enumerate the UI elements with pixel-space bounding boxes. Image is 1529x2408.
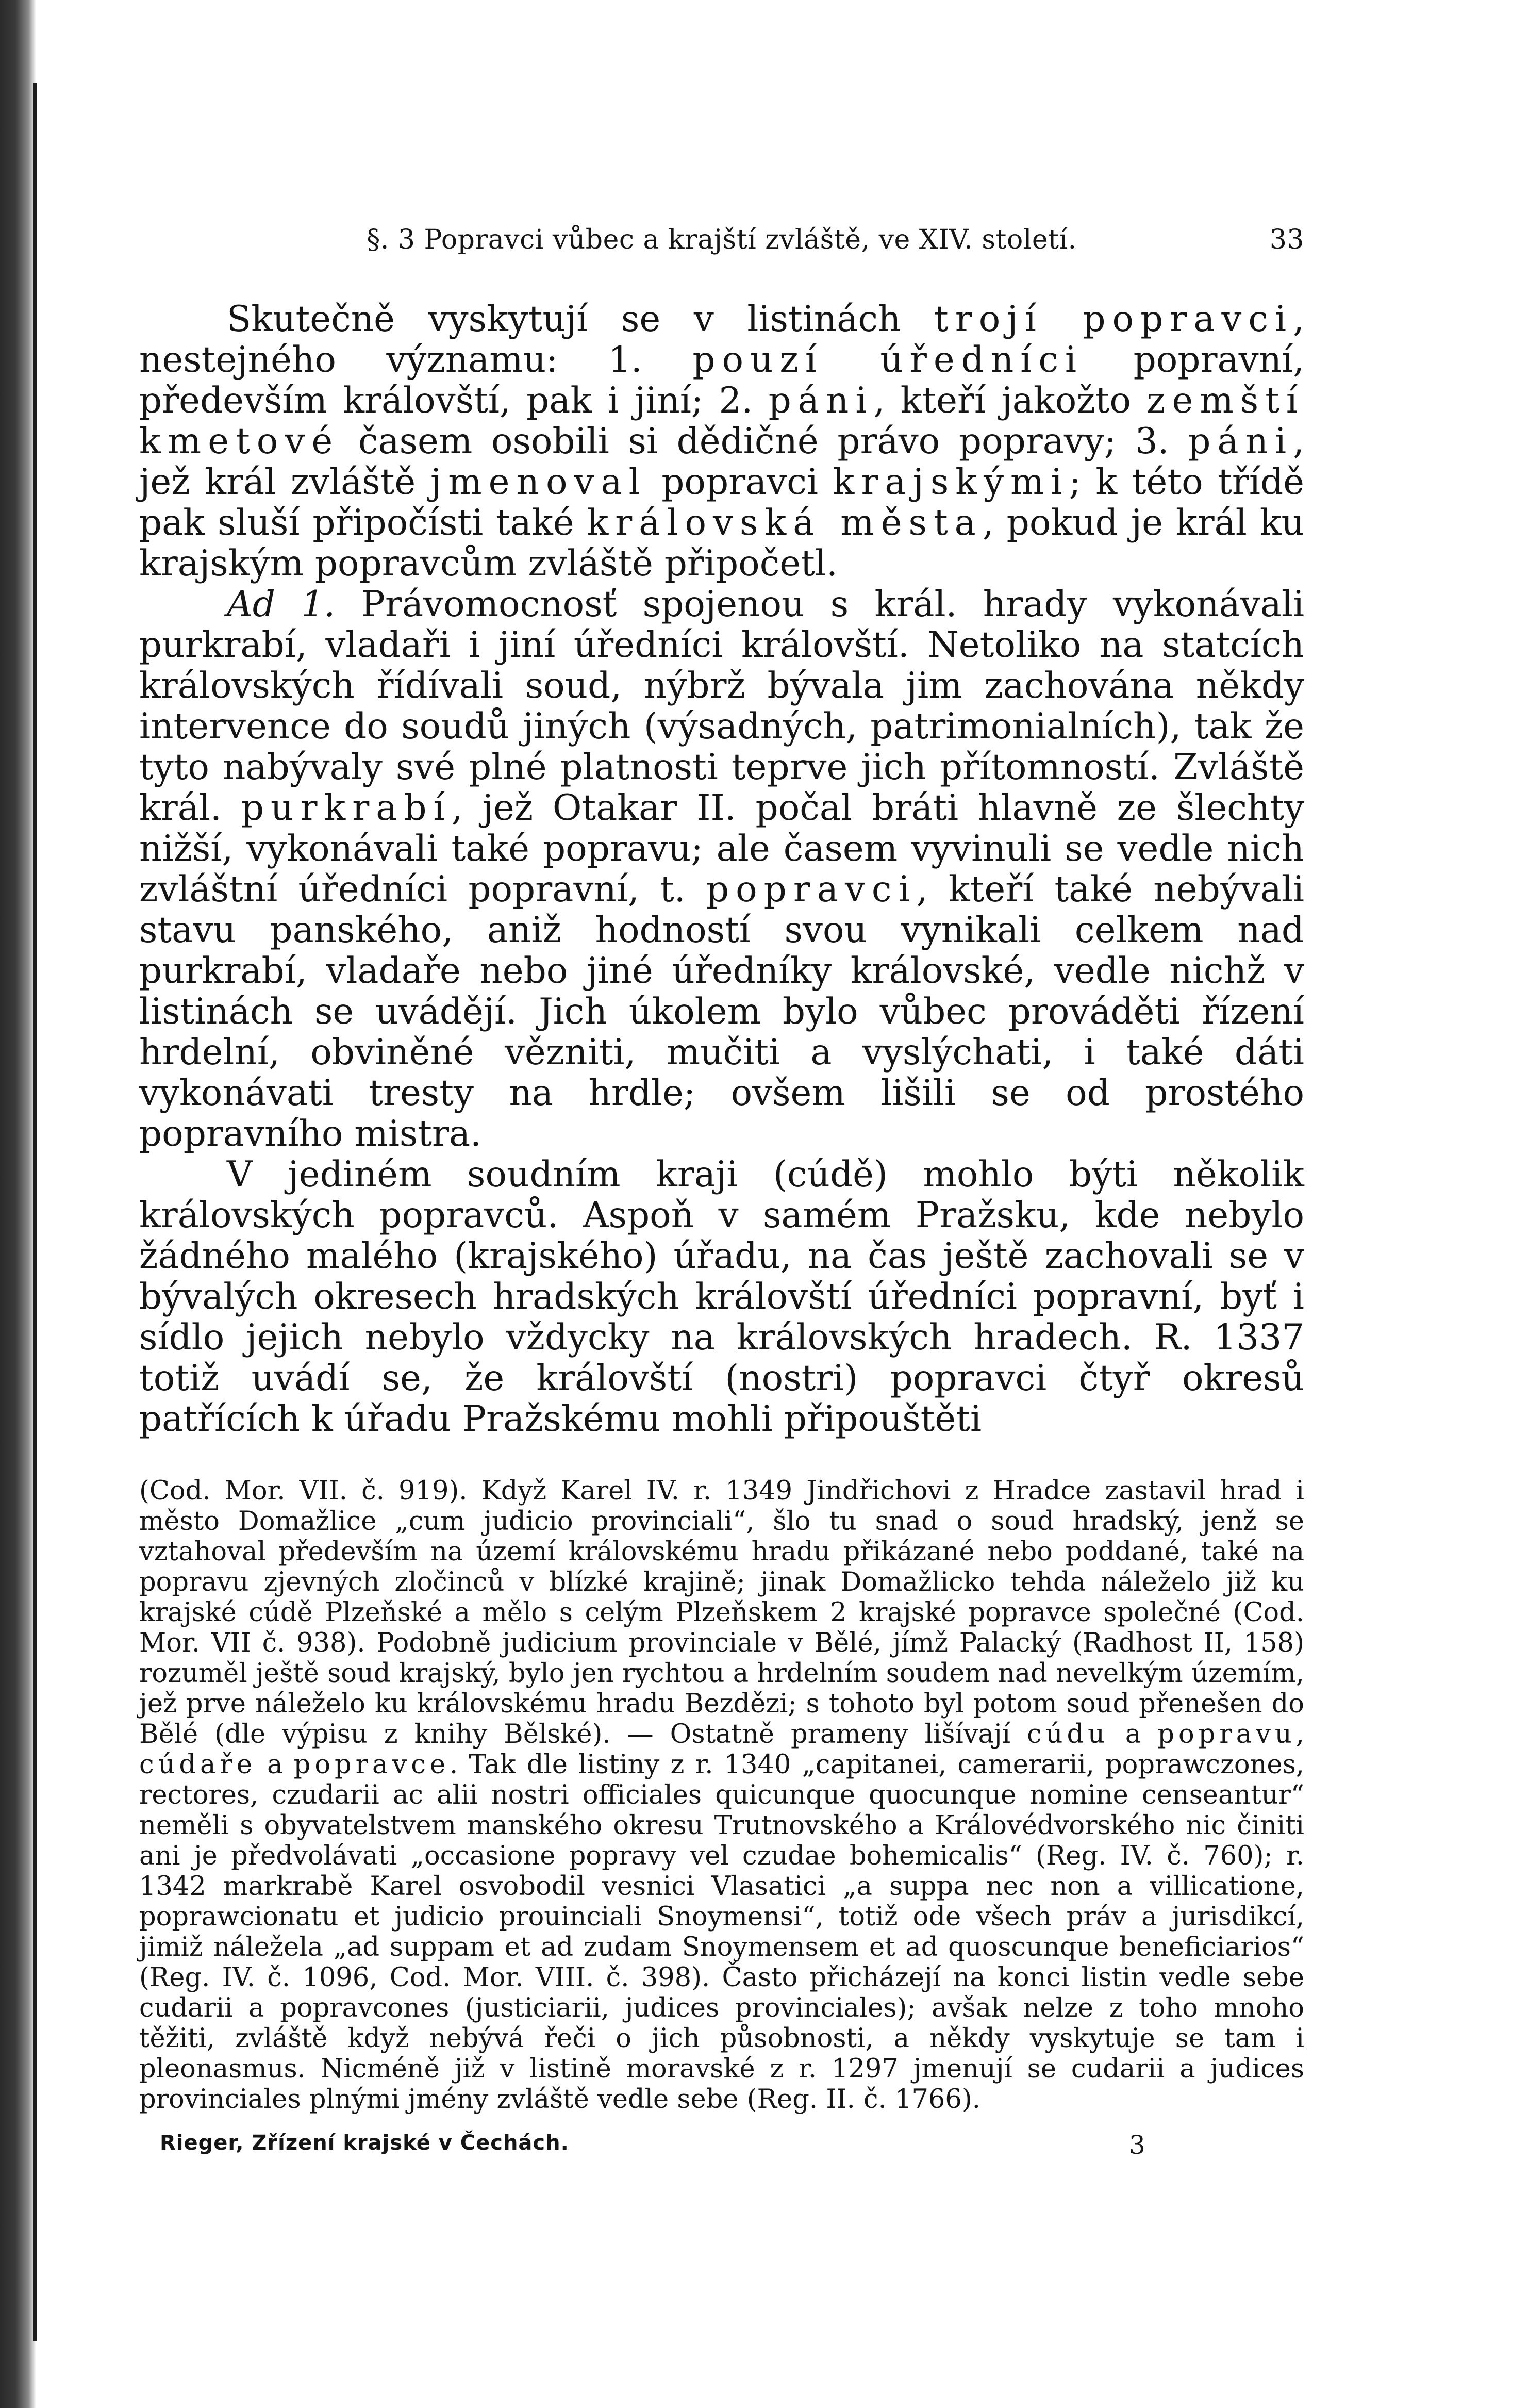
sheet-signature	[139, 2125, 1304, 2161]
paragraph-3: V jediném soudním kraji (cúdě) mohlo býti několik královských popravců. Aspoň v samém Pražsku, kde nebylo žádného malého (krajského) úřadu, na čas ještě zachovali se v bývalých okresech hradských královští úředníci popravní, byť i sídlo jejich nebylo vždycky na královských hradech. R. 1337 totiž uvádí se, že královští (nostri) popravci čtyř okresů patřících k úřadu Pražskému mohli připouštěti	[139, 1154, 1304, 1440]
footnote	[139, 1476, 1304, 2115]
footnote-text: (Cod. Mor. VII. č. 919). Když Karel IV. r. 1349 Jindřichovi z Hradce zastavil hrad i město Domažlice „cum judicio provinciali“, šlo tu snad o soud hradský, jenž se vztahoval především na území královskému hradu přikázané nebo poddané, také na popravu zjevných zločinců v blízké krajině; jinak Domažlicko tehda náleželo již ku krajské cúdě Plzeňské a mělo s celým Plzeňskem 2 krajské popravce společné (Cod. Mor. VII č. 938). Podobně judicium provinciale v Bělé, jímž Palacký (Radhost II, 158) rozuměl ještě soud krajský, bylo jen rychtou a hrdelním soudem nad nevelkým územím, jež prve náleželo ku královskému hradu Bezdězi; s tohoto byl potom soud přenešen do Bělé (dle výpisu z knihy Bělské). — Ostatně prameny lišívají cúdu a popravu, cúdaře a popravce. Tak dle listiny z r. 1340 „capitanei, camerarii, poprawczones, rectores, czudarii ac alii nostri officiales quicunque quocunque nomine censeantur“ neměli s obyvatelstvem manského okresu Trutnovského a Královédvorského nic činiti ani je předvolávati „occasione popravy vel czudae bohemicalis“ (Reg. IV. č. 760); r. 1342 markrabě Karel osvobodil vesnici Vlasatici „a suppa nec non a villicatione, poprawcionatu et judicio prouinciali Snoymensi“, totiž ode všech práv a jurisdikcí, jimiž náležela „ad suppam et ad zudam Snoymensem et ad quoscunque beneficiarios“ (Reg. IV. č. 1096, Cod. Mor. VIII. č. 398). Často přicházejí na konci listin vedle sebe cudarii a popravcones (justiciarii, judices provinciales); avšak nelze z toho mnoho těžiti, zvláště když nebývá řeči o jich působnosti, a někdy vyskytuje se tam i pleonasmus. Nicméně již v listině moravské z r. 1297 jmenují se cudarii a judices provinciales plnými jmény zvláště vedle sebe (Reg. II. č. 1766).	[139, 1476, 1304, 2115]
sheet-number: 3	[1129, 2130, 1145, 2160]
page-header	[139, 217, 1304, 263]
signature-label: Rieger, Zřízení krajské v Čechách.	[160, 2131, 569, 2155]
scan-binding-line	[33, 83, 37, 2341]
scan-binding-edge	[0, 0, 36, 2408]
main-text	[139, 299, 1304, 1440]
book-page	[139, 217, 1304, 2161]
paragraph-2: Ad 1. Právomocnosť spojenou s král. hrady vykonávali purkrabí, vladaři i jiní úředníci královští. Netoliko na statcích královských řídívali soud, nýbrž bývala jim zachována někdy intervence do soudů jiných (výsadných, patrimonialních), tak že tyto nabývaly své plné platnosti teprve jich přítomností. Zvláště král. purkrabí, jež Otakar II. počal bráti hlavně ze šlechty nižší, vykonávali také popravu; ale časem vyvinuli se vedle nich zvláštní úředníci popravní, t. popravci, kteří také nebývali stavu panského, aniž hodností svou vynikali celkem nad purkrabí, vladaře nebo jiné úředníky královské, vedle nichž v listinách se uvádějí. Jich úkolem bylo vůbec prováděti řízení hrdelní, obviněné vězniti, mučiti a vyslýchati, i také dáti vykonávati tresty na hrdle; ovšem lišili se od prostého popravního mistra.	[139, 584, 1305, 1154]
page-number: 33	[1269, 224, 1304, 255]
running-title: §. 3 Popravci vůbec a krajští zvláště, ve XIV. století.	[367, 224, 1077, 255]
paragraph-1: Skutečně vyskytují se v listinách trojí popravci, nestejného významu: 1. pouzí úředníci popravní, především královští, pak i jiní; 2. páni, kteří jakožto zemští kmetové časem osobili si dědičné právo popravy; 3. páni, jež král zvláště jmenoval popravci krajskými; k této třídě pak sluší připočísti také královská města, pokud je král ku krajským popravcům zvláště připočetl.	[139, 299, 1305, 584]
